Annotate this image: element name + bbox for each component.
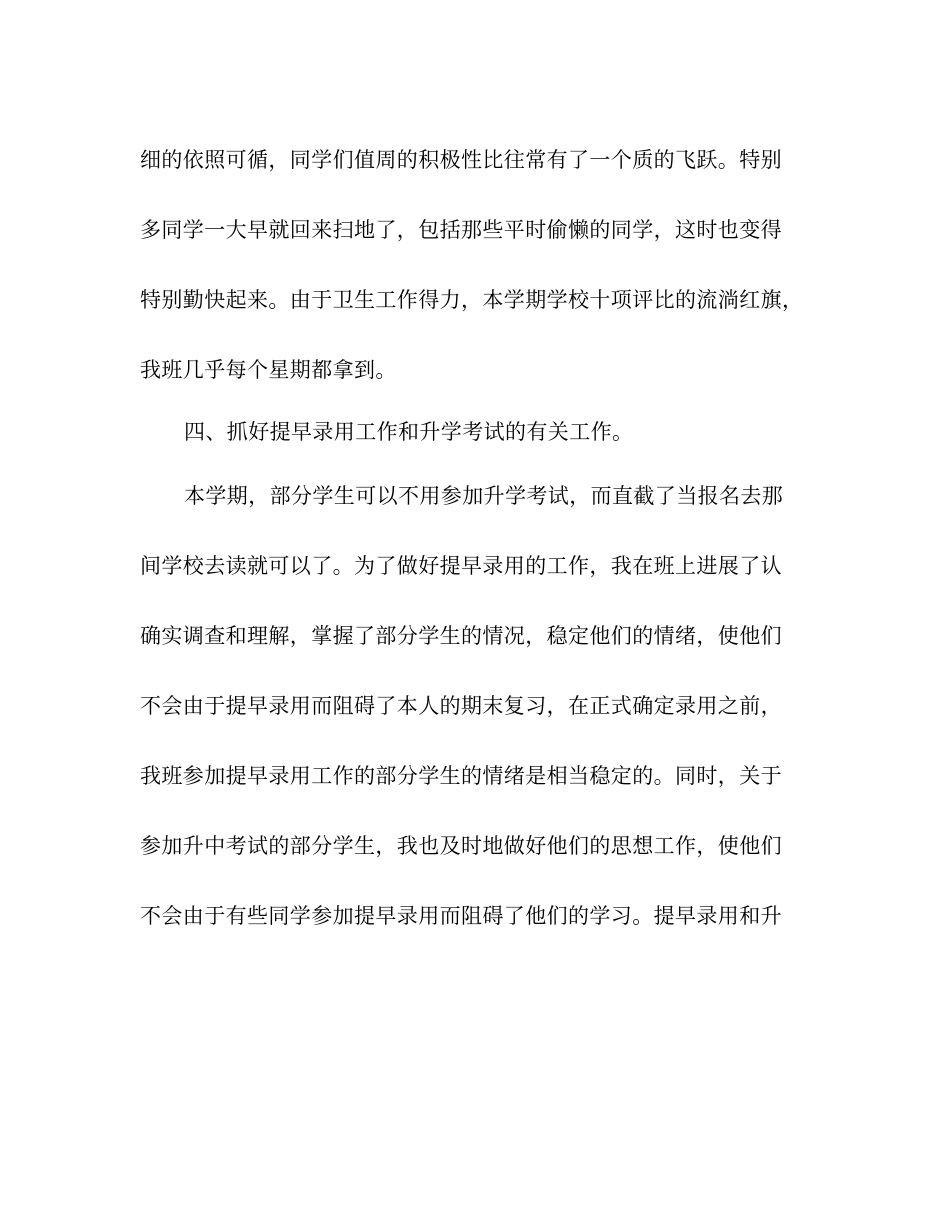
paragraph-first-line: 本学期，部分学生可以不用参加升学考试，而直截了当报名去那 [184,484,784,508]
body-text-line: 不会由于有些同学参加提早录用而阻碍了他们的学习。提早录用和升 [140,904,782,928]
body-text-line: 间学校去读就可以了。为了做好提早录用的工作，我在班上进展了认 [140,554,782,578]
body-text-line: 我班几乎每个星期都拿到。 [140,358,397,382]
body-text-line: 确实调查和理解，掌握了部分学生的情况，稳定他们的情绪，使他们 [140,624,782,648]
body-text-line: 多同学一大早就回来扫地了，包括那些平时偷懒的同学，这时也变得 [140,218,782,242]
body-text-line: 特别勤快起来。由于卫生工作得力，本学期学校十项评比的流淌红旗， [140,288,804,312]
body-text-line: 细的依照可循，同学们值周的积极性比往常有了一个质的飞跃。特别 [140,148,782,172]
section-heading: 四、抓好提早录用工作和升学考试的有关工作。 [184,420,634,444]
body-text-line: 不会由于提早录用而阻碍了本人的期末复习，在正式确定录用之前， [140,694,782,718]
body-text-line: 我班参加提早录用工作的部分学生的情绪是相当稳定的。同时，关于 [140,764,782,788]
body-text-line: 参加升中考试的部分学生，我也及时地做好他们的思想工作，使他们 [140,834,782,858]
